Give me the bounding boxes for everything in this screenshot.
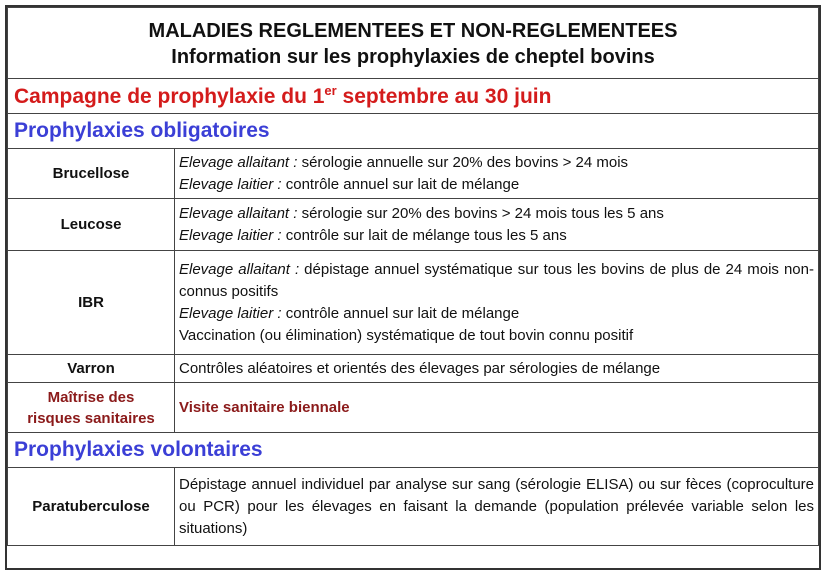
disease-name-maitrise: Maîtrise des risques sanitaires [8,383,175,433]
disease-name-paratuberculose: Paratuberculose [8,468,175,546]
disease-desc-ibr [175,251,819,355]
title-row [8,8,819,79]
disease-name-brucellose: Brucellose [8,149,175,199]
disease-name-varron: Varron [8,355,175,383]
document-title [8,8,819,79]
title-line-2: Information sur les prophylaxies de cheptel bovins [171,46,655,68]
label-elevage-allaitant: Elevage allaitant : [179,260,300,278]
section-heading-voluntary: Prophylaxies volontaires [8,433,819,468]
disease-name-ibr: IBR [8,251,175,355]
section-row-voluntary [8,433,819,468]
title-line-1: MALADIES REGLEMENTEES ET NON-REGLEMENTEES [148,20,678,42]
disease-desc-leucose [175,199,819,251]
text-laitier: contrôle sur lait de mélange tous les 5 ans [281,226,567,244]
text-laitier: contrôle annuel sur lait de mélange [281,304,520,322]
disease-desc-maitrise: Visite sanitaire biennale [175,383,819,433]
prophylaxis-table [7,7,819,546]
campaign-superscript: er [324,83,337,98]
campaign-row [8,79,819,114]
text-vaccination: Vaccination (ou élimination) systématique de tout bovin connu positif [179,326,634,344]
disease-name-leucose: Leucose [8,199,175,251]
section-heading-mandatory: Prophylaxies obligatoires [8,114,819,149]
text-laitier: contrôle annuel sur lait de mélange [281,175,520,193]
table-row [8,383,819,433]
label-elevage-laitier: Elevage laitier : [179,226,282,244]
text-allaitant: dépistage annuel systématique sur tous les bovins de plus de 24 mois non-connus positifs [179,260,814,300]
section-row-mandatory [8,114,819,149]
disease-desc-varron: Contrôles aléatoires et orientés des élevages par sérologies de mélange [175,355,819,383]
campaign-heading [8,79,819,114]
text-allaitant: sérologie sur 20% des bovins > 24 mois tous les 5 ans [297,204,664,222]
text-allaitant: sérologie annuelle sur 20% des bovins > 24 mois [297,153,629,171]
label-elevage-allaitant: Elevage allaitant : [179,204,298,222]
disease-desc-brucellose [175,149,819,199]
table-row [8,149,819,199]
table-row [8,355,819,383]
table-row [8,251,819,355]
table-row [8,468,819,546]
prophylaxis-table-frame [5,5,821,570]
label-elevage-laitier: Elevage laitier : [179,175,282,193]
campaign-suffix: septembre au 30 juin [336,85,552,108]
label-elevage-allaitant: Elevage allaitant : [179,153,298,171]
disease-desc-paratuberculose: Dépistage annuel individuel par analyse sur sang (sérologie ELISA) ou sur fèces (coproculture ou PCR) pour les élevages en faisant la demande (population prélevée variable selon les situations) [175,468,819,546]
label-elevage-laitier: Elevage laitier : [179,304,282,322]
table-row [8,199,819,251]
campaign-prefix: Campagne de prophylaxie du 1 [14,85,325,108]
